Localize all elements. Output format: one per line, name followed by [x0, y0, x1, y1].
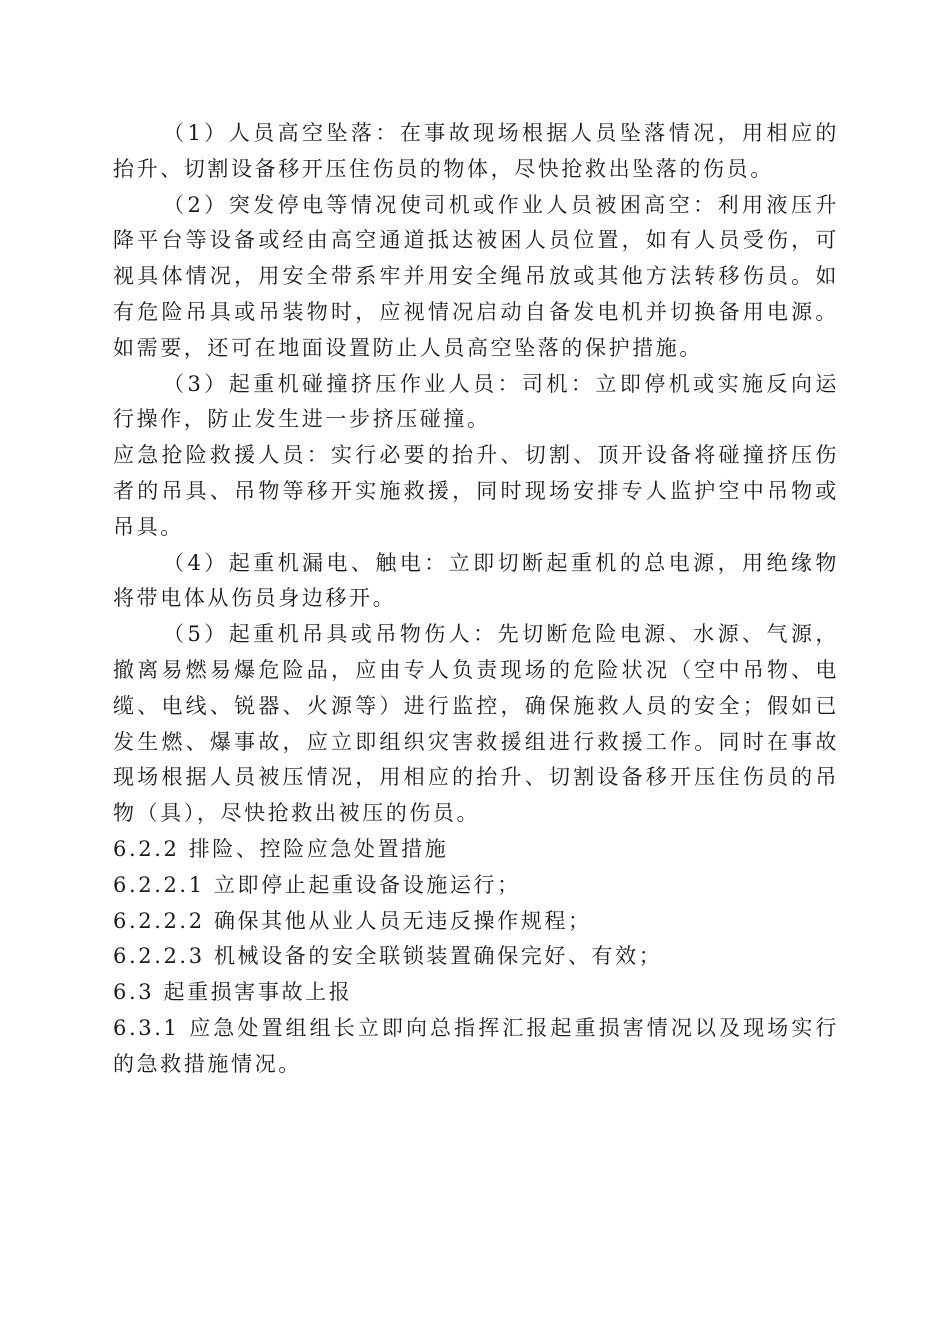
item-6-2-2-1: 6.2.2.1 立即停止起重设备设施运行； [113, 872, 521, 897]
item-6-3-1: 6.3.1 应急处置组组长立即向总指挥汇报起重损害情况以及现场实行的急救措施情况。 [113, 1015, 839, 1076]
item-6-2-2-2: 6.2.2.2 确保其他从业人员无违反操作规程； [113, 908, 592, 933]
section-heading-6-2-2: 6.2.2 排险、控险应急处置措施 [113, 836, 449, 861]
paragraph-lifting-injury: （5）起重机吊具或吊物伤人：先切断危险电源、水源、气源，撤离易燃易爆危险品，应由专人负责现场的危险状况（空中吊物、电缆、电线、锐器、火源等）进行监控，确保施救人员的安全；假如已发生燃、爆事故，应立即组织灾害救援组进行救援工作。同时在事故现场根据人员被压情况，用相应的抬升、切割设备移开压住伤员的吊物（具），尽快抢救出被压的伤员。 [113, 622, 839, 826]
section-heading-6-3: 6.3 起重损害事故上报 [113, 980, 353, 1005]
paragraph-high-altitude-fall: （1）人员高空坠落：在事故现场根据人员坠落情况，用相应的抬升、切割设备移开压住伤员的物体，尽快抢救出坠落的伤员。 [113, 121, 839, 181]
paragraph-power-outage-trapped: （2）突发停电等情况使司机或作业人员被困高空：利用液压升降平台等设备或经由高空通道抵达被困人员位置，如有人员受伤，可视具体情况，用安全带系牢并用安全绳吊放或其他方法转移伤员。如有危险吊具或吊装物时，应视情况启动自备发电机并切换备用电源。如需要，还可在地面设置防止人员高空坠落的保护措施。 [113, 192, 839, 360]
paragraph-crane-collision: （3）起重机碰撞挤压作业人员：司机：立即停机或实施反向运行操作，防止发生进一步挤压碰撞。 [113, 371, 839, 432]
item-6-2-2-3: 6.2.2.3 机械设备的安全联锁装置确保完好、有效； [113, 944, 663, 969]
paragraph-rescue-personnel: 应急抢险救援人员：实行必要的抬升、切割、顶开设备将碰撞挤压伤者的吊具、吊物等移开实施救援，同时现场安排专人监护空中吊物或吊具。 [113, 443, 839, 539]
paragraph-electric-shock: （4）起重机漏电、触电：立即切断起重机的总电源，用绝缘物将带电体从伤员身边移开。 [113, 550, 839, 611]
document-body [113, 116, 839, 1083]
